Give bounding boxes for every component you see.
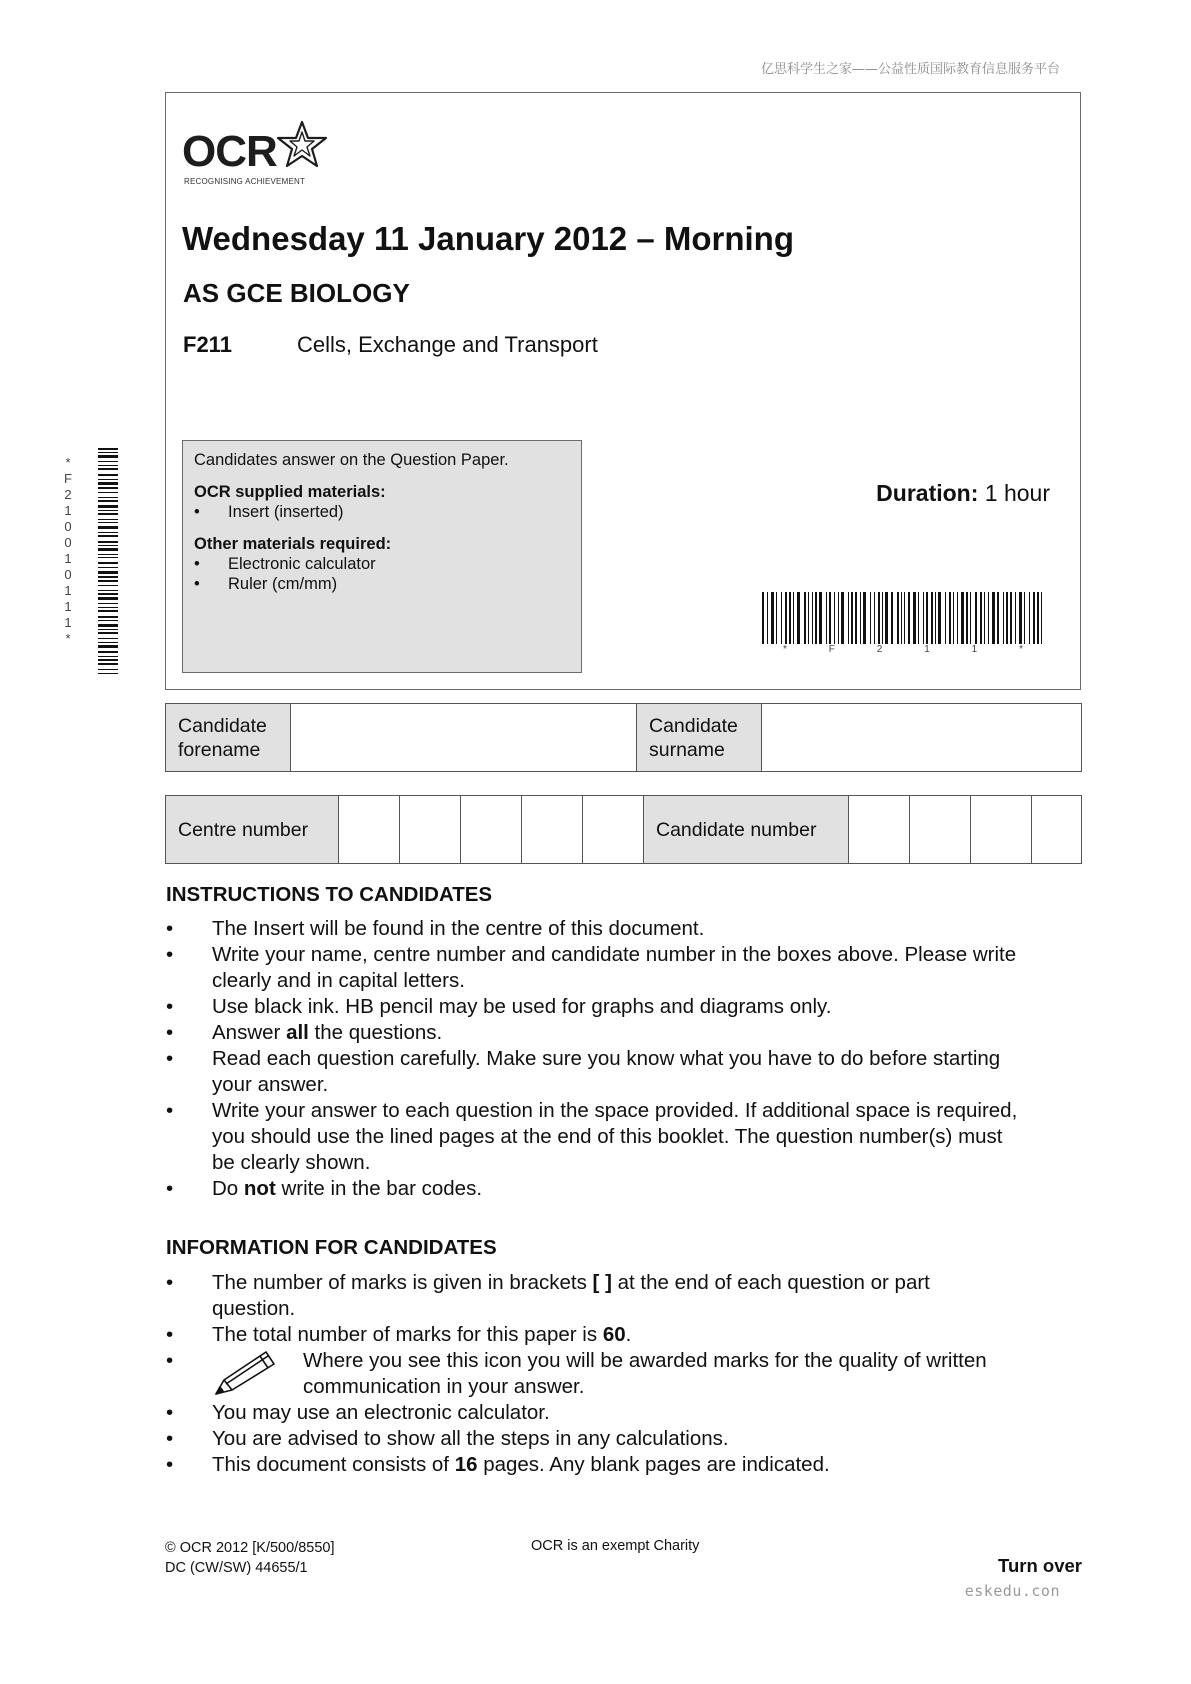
centre-number-box[interactable] — [400, 796, 461, 864]
list-item: • Electronic calculator — [194, 555, 376, 573]
barcode-bar — [851, 592, 853, 644]
barcode-bar — [808, 592, 809, 644]
barcode-bar — [98, 663, 118, 665]
list-item: • Use black ink. HB pencil may be used for graphs and diagrams only. — [166, 995, 832, 1018]
barcode-bar — [804, 592, 806, 644]
centre-number-box[interactable] — [461, 796, 522, 864]
barcode-bar — [841, 592, 844, 644]
watermark-bottom: eskedu.con — [964, 1582, 1060, 1600]
unit-title: Cells, Exchange and Transport — [297, 332, 598, 357]
barcode-bar — [767, 592, 768, 644]
barcode-vertical-text: * F 2 1 0 0 1 0 1 1 1 * — [64, 455, 72, 646]
barcode-bar — [793, 592, 794, 644]
barcode-bar — [98, 597, 118, 600]
barcode-bar — [98, 513, 118, 515]
barcode-bar — [797, 592, 800, 644]
list-item: • Answer all the questions. — [166, 1021, 443, 1044]
barcode-bar — [98, 567, 118, 568]
barcode-bar — [988, 592, 989, 644]
barcode-bar — [1019, 592, 1022, 644]
barcode-bar — [98, 461, 118, 462]
exam-subject: AS GCE BIOLOGY — [183, 278, 410, 308]
barcode-bar — [863, 592, 866, 644]
candidate-number-box[interactable] — [1032, 796, 1082, 864]
barcode-bar — [98, 580, 118, 582]
barcode-bar — [901, 592, 902, 644]
barcode-bar — [874, 592, 875, 644]
barcode-bar — [98, 545, 118, 546]
duration: Duration: 1 hour — [876, 480, 1050, 506]
barcode-bar — [980, 592, 982, 644]
list-item: • Do not write in the bar codes. — [166, 1177, 483, 1200]
list-item: • Where you see this icon you will be awarded marks for the quality of written communication in your answer. — [166, 1348, 1086, 1400]
centre-number-box[interactable] — [522, 796, 583, 864]
ocr-logo: OCR — [182, 127, 277, 176]
barcode-bar — [975, 592, 977, 644]
barcode-bar — [98, 590, 118, 591]
barcode-bar — [855, 592, 857, 644]
other-materials-heading: Other materials required: — [194, 535, 392, 553]
barcode-bar — [970, 592, 971, 644]
barcode-bar — [913, 592, 916, 644]
pencil-icon — [210, 1346, 284, 1400]
barcode-bar — [98, 642, 118, 643]
barcode-bar — [98, 479, 118, 480]
centre-number-box[interactable] — [339, 796, 400, 864]
surname-label: Candidate surname — [637, 704, 762, 772]
barcode-bar — [98, 519, 118, 520]
barcode-bar — [966, 592, 968, 644]
ocr-tagline: RECOGNISING ACHIEVEMENT — [184, 177, 306, 186]
barcode-bar — [1006, 592, 1008, 644]
copyright: © OCR 2012 [K/500/8550] — [165, 1540, 335, 1556]
candidate-number-table — [165, 795, 1082, 864]
candidate-number-box[interactable] — [910, 796, 971, 864]
unit-code: F211 — [183, 332, 232, 357]
turn-over: Turn over — [998, 1555, 1082, 1576]
barcode-bar — [1003, 592, 1004, 644]
barcode-bar — [781, 592, 782, 644]
barcode-bar — [98, 500, 118, 502]
barcode-bar — [897, 592, 899, 644]
barcode-bar — [98, 571, 118, 574]
barcode-bar — [98, 532, 118, 533]
materials-intro: Candidates answer on the Question Paper. — [194, 451, 509, 469]
barcode-bar — [785, 592, 787, 644]
centre-number-label: Centre number — [166, 796, 339, 864]
exam-date: Wednesday 11 January 2012 – Morning — [182, 220, 794, 257]
list-item: • Read each question carefully. Make sure you know what you have to do before starting your answer. — [166, 1047, 1001, 1096]
barcode-bar — [98, 562, 118, 564]
ocr-star-icon — [272, 118, 332, 170]
barcode-bar — [98, 492, 118, 493]
barcode-bar — [815, 592, 817, 644]
barcode-bar — [1010, 592, 1012, 644]
centre-number-box[interactable] — [583, 796, 644, 864]
charity-note: OCR is an exempt Charity — [531, 1538, 700, 1554]
candidate-name-table — [165, 703, 1082, 772]
forename-field[interactable] — [291, 704, 637, 772]
barcode-bar — [98, 669, 118, 670]
barcode-bar — [98, 659, 118, 661]
barcode-bar — [98, 624, 118, 627]
barcode-bar — [935, 592, 936, 644]
barcode-bar — [98, 557, 118, 558]
materials-box — [182, 440, 582, 673]
watermark-top: 亿思科学生之家——公益性质国际教育信息服务平台 — [760, 62, 1060, 77]
barcode-bar — [789, 592, 791, 644]
barcode-bar — [870, 592, 871, 644]
document-ref: DC (CW/SW) 44655/1 — [165, 1560, 308, 1576]
list-item: • This document consists of 16 pages. Any blank pages are indicated. — [166, 1453, 830, 1476]
barcode-bar — [1015, 592, 1016, 644]
barcode-bar — [98, 505, 118, 508]
candidate-number-box[interactable] — [971, 796, 1032, 864]
barcode-bar — [98, 535, 118, 537]
barcode-bar — [1024, 592, 1025, 644]
barcode-bar — [882, 592, 883, 644]
barcode-bar — [923, 592, 924, 644]
barcode-bar — [860, 592, 861, 644]
barcode-bar — [885, 592, 888, 644]
barcode-bar — [98, 510, 118, 511]
barcode-bar — [98, 522, 118, 523]
barcode-bar — [812, 592, 813, 644]
candidate-number-box[interactable] — [849, 796, 910, 864]
barcode-horizontal-text: * F 2 1 1 * — [782, 644, 1023, 655]
barcode-bar — [98, 673, 118, 674]
list-item: • Write your name, centre number and candidate number in the boxes above. Please write clearly and in capital letters. — [166, 943, 1017, 992]
list-item: • You are advised to show all the steps in any calculations. — [166, 1427, 729, 1450]
barcode-bar — [776, 592, 777, 644]
barcode-bar — [1041, 592, 1042, 644]
barcode-bar — [98, 487, 118, 489]
information-list — [166, 1270, 1086, 1478]
barcode-bar — [98, 474, 118, 476]
list-item: • The total number of marks for this paper is 60. — [166, 1323, 632, 1346]
information-heading: INFORMATION FOR CANDIDATES — [166, 1236, 497, 1259]
barcode-horizontal — [762, 592, 1044, 644]
supplied-heading: OCR supplied materials: — [194, 483, 386, 501]
list-item: • The Insert will be found in the centre of this document. — [166, 917, 705, 940]
barcode-bar — [949, 592, 951, 644]
barcode-bar — [938, 592, 941, 644]
barcode-bar — [98, 554, 118, 555]
barcode-bar — [771, 592, 774, 644]
barcode-bar — [98, 629, 118, 630]
barcode-bar — [819, 592, 822, 644]
list-item: • The number of marks is given in brackets [ ] at the end of each question or part question. — [166, 1271, 930, 1320]
barcode-bar — [98, 541, 118, 543]
barcode-bar — [891, 592, 893, 644]
barcode-bar — [1033, 592, 1035, 644]
barcode-bar — [762, 592, 764, 644]
barcode-bar — [98, 526, 118, 529]
barcode-bar — [98, 645, 118, 648]
barcode-bar — [992, 592, 995, 644]
barcode-bar — [1029, 592, 1030, 644]
barcode-bar — [931, 592, 933, 644]
barcode-bar — [961, 592, 964, 644]
barcode-bar — [98, 448, 118, 450]
instructions-list — [166, 916, 1086, 1202]
barcode-bar — [838, 592, 839, 644]
barcode-bar — [918, 592, 919, 644]
barcode-vertical — [98, 448, 118, 674]
barcode-bar — [98, 607, 118, 608]
barcode-bar — [98, 576, 118, 578]
surname-field[interactable] — [762, 704, 1082, 772]
barcode-bar — [98, 497, 118, 498]
barcode-bar — [98, 465, 118, 466]
barcode-bar — [1037, 592, 1039, 644]
barcode-bar — [98, 593, 118, 595]
list-item: • Write your answer to each question in the space provided. If additional space is required, you should use the lined pages at the end of this booklet. The question number(s) must be clearly shown. — [166, 1099, 1018, 1174]
list-item: • Ruler (cm/mm) — [194, 575, 338, 593]
barcode-bar — [904, 592, 905, 644]
barcode-bar — [98, 452, 118, 453]
barcode-bar — [98, 656, 118, 657]
barcode-bar — [826, 592, 827, 644]
barcode-bar — [98, 468, 118, 470]
barcode-bar — [98, 455, 118, 458]
forename-label: Candidate forename — [166, 704, 291, 772]
barcode-bar — [98, 651, 118, 653]
barcode-bar — [908, 592, 910, 644]
barcode-bar — [98, 638, 118, 639]
barcode-bar — [98, 610, 118, 612]
instructions-heading: INSTRUCTIONS TO CANDIDATES — [166, 883, 493, 906]
barcode-bar — [98, 616, 118, 618]
barcode-bar — [834, 592, 835, 644]
barcode-bar — [848, 592, 849, 644]
candidate-number-label: Candidate number — [644, 796, 849, 864]
barcode-bar — [829, 592, 831, 644]
list-item: • Insert (inserted) — [194, 503, 344, 521]
barcode-bar — [98, 585, 118, 586]
barcode-bar — [984, 592, 985, 644]
barcode-bar — [98, 632, 118, 634]
barcode-bar — [98, 482, 118, 485]
barcode-bar — [957, 592, 958, 644]
barcode-bar — [98, 603, 118, 604]
barcode-bar — [945, 592, 946, 644]
barcode-bar — [997, 592, 999, 644]
barcode-bar — [953, 592, 954, 644]
list-item: • You may use an electronic calculator. — [166, 1401, 550, 1424]
barcode-bar — [98, 548, 118, 551]
barcode-bar — [878, 592, 880, 644]
footer-left — [165, 1538, 334, 1578]
barcode-bar — [98, 620, 118, 621]
barcode-bar — [926, 592, 928, 644]
